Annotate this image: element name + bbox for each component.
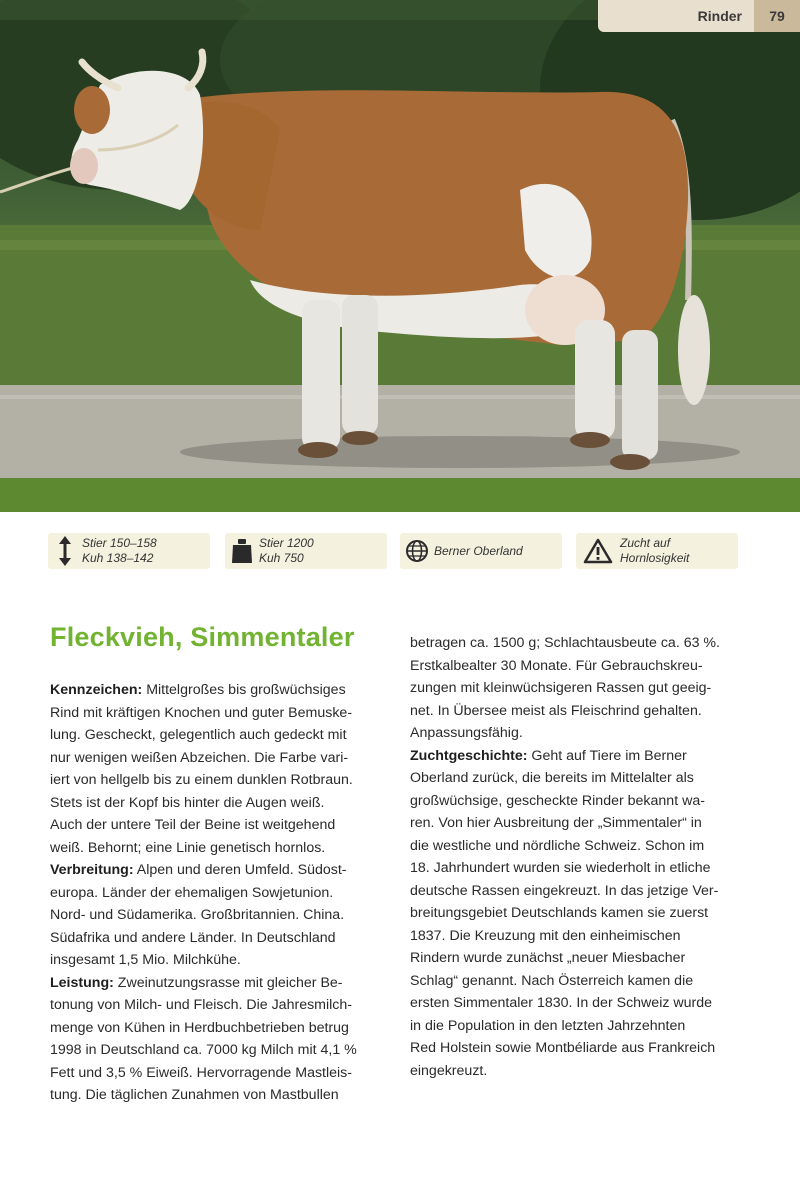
text-line: Rindern wurde zunächst „neuer Miesbacher [410, 950, 686, 966]
text-line: Kennzeichen: Mittelgroßes bis großwüchsiges [50, 682, 346, 698]
height-cow: Kuh 138–142 [82, 551, 154, 565]
label-leistung: Leistung: [50, 974, 114, 991]
text-line: Verbreitung: Alpen und deren Umfeld. Südost- [50, 862, 347, 878]
text-line: Red Holstein sowie Montbéliarde aus Frankreich [410, 1040, 716, 1056]
height-bull: Stier 150–158 [82, 536, 157, 550]
text-line: menge von Kühen in Herdbuchbetrieben betrug [50, 1019, 349, 1036]
globe-icon [400, 539, 434, 563]
text-line: zungen mit kleinwüchsigeren Rassen gut geeig- [410, 680, 712, 696]
breed-title: Fleckvieh, Simmentaler [50, 622, 355, 652]
text-line: Fett und 3,5 % Eiweiß. Hervorragende Mastleis- [50, 1064, 353, 1081]
weight-icon [225, 538, 259, 564]
warning-icon [576, 538, 620, 564]
text-line: tung. Die täglichen Zunahmen von Mastbullen [50, 1087, 339, 1103]
text-line: Nord- und Südamerika. Großbritannien. China. [50, 907, 345, 923]
weight-bull: Stier 1200 [259, 536, 314, 550]
page-header-tab [598, 0, 800, 32]
text-line: Südafrika und andere Länder. In Deutschland [50, 929, 336, 946]
text-line: weiß. Behornt; eine Linie genetisch hornlos. [50, 839, 326, 856]
text-line: Stets ist der Kopf bis hinter die Augen weiß. [50, 794, 325, 811]
text-line: Auch der untere Teil der Beine ist weitgehend [50, 817, 336, 833]
text-line: breitungsgebiet Deutschlands kamen sie zuerst [410, 905, 709, 921]
text-line: Anpassungsfähig. [410, 725, 523, 741]
origin-text: Berner Oberland [434, 543, 523, 558]
text-line: Leistung: Zweinutzungsrasse mit gleicher Be- [50, 974, 343, 991]
text-line: lung. Gescheckt, gelegentlich auch gedeckt mit [50, 727, 347, 743]
text-line: Zuchtgeschichte: Geht auf Tiere im Berner [410, 747, 687, 764]
text-line: Schlag“ genannt. Nach Österreich kamen die [410, 972, 694, 989]
cow-photo [0, 0, 800, 512]
label-zuchtgeschichte: Zuchtgeschichte: [410, 747, 528, 764]
text-line: 18. Jahrhundert wurden sie wiederholt in etliche [410, 860, 711, 876]
page-number: 79 [754, 0, 800, 32]
text-line: iert von hellgelb bis zu einem dunklen Rotbraun. [50, 772, 353, 788]
text-line: Rind mit kräftigen Knochen und guter Bemuske- [50, 704, 353, 721]
text-line: großwüchsige, gescheckte Rinder bekannt wa- [410, 792, 705, 809]
text-line: europa. Länder der ehemaligen Sowjetunion. [50, 884, 334, 901]
text-line: Oberland zurück, die bereits im Mittelalter als [410, 770, 694, 786]
fact-bar [0, 533, 800, 569]
weight-fact [225, 533, 387, 569]
height-arrow-icon [48, 536, 82, 566]
text-line: net. In Übersee meist als Fleischrind gehalten. [410, 702, 702, 719]
label-verbreitung: Verbreitung: [50, 862, 134, 878]
text-line: insgesamt 1,5 Mio. Milchkühe. [50, 952, 241, 968]
warning-line-1: Zucht auf [620, 536, 671, 550]
text-line: deutsche Rassen eingekreuzt. In das jetzige Ver- [410, 882, 719, 899]
text-line: die westliche und nördliche Schweiz. Schon im [410, 837, 705, 854]
text-line: ersten Simmentaler 1830. In der Schweiz wurde [410, 995, 713, 1011]
label-kennzeichen: Kennzeichen: [50, 682, 143, 698]
left-column [50, 679, 395, 1107]
warning-line-2: Hornlosigkeit [620, 551, 690, 565]
text-line: nur wenigen weißen Abzeichen. Die Farbe vari- [50, 749, 349, 766]
height-fact [48, 533, 210, 569]
text-line: in die Population in den letzten Jahrzehnten [410, 1017, 686, 1034]
text-line: eingekreuzt. [410, 1062, 488, 1079]
warning-fact [576, 533, 738, 569]
text-line: ren. Von hier Ausbreitung der „Simmentaler“ in [410, 815, 702, 831]
origin-fact [400, 533, 562, 569]
text-line: Erstkalbealter 30 Monate. Für Gebrauchskreu- [410, 657, 703, 674]
text-line: 1837. Die Kreuzung mit den einheimischen [410, 927, 681, 944]
text-line: betragen ca. 1500 g; Schlachtausbeute ca. 63 %. [410, 635, 720, 651]
right-column [410, 632, 755, 1082]
section-title: Rinder [697, 8, 742, 24]
text-line: 1998 in Deutschland ca. 7000 kg Milch mit 4,1 % [50, 1042, 357, 1058]
text-line: tonung von Milch- und Fleisch. Die Jahresmilch- [50, 997, 353, 1013]
weight-cow: Kuh 750 [259, 551, 304, 565]
cow-illustration [0, 0, 800, 512]
